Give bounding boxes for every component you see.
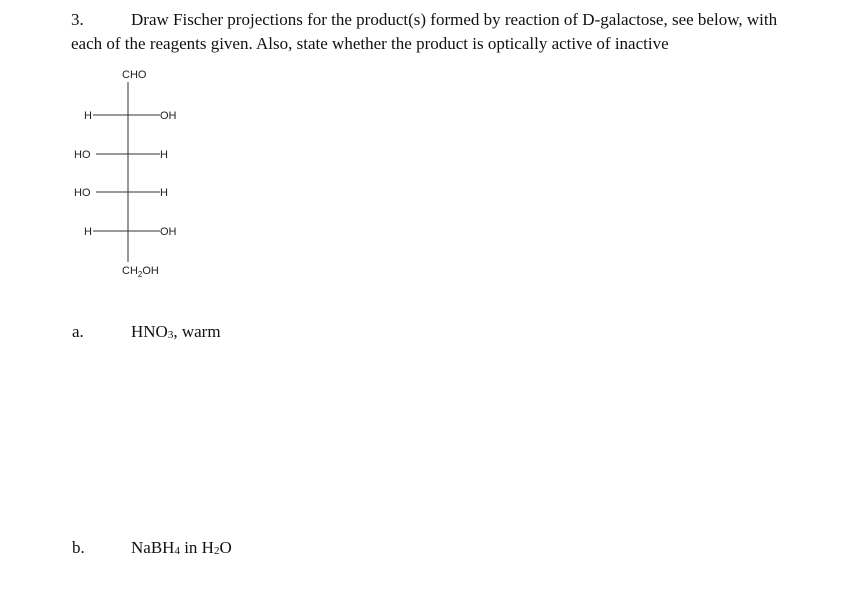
row-2-right: H (160, 149, 168, 161)
part-b-reagent: NaBH$_4$ in $H_2O$ (131, 538, 232, 557)
row-1-right: OH (160, 110, 177, 122)
part-b-letter: b. (72, 538, 85, 557)
question-text-line-2: each of the reagents given. Also, state whether the product is optically active of inactive (71, 34, 669, 53)
question-number: 3. (71, 10, 84, 29)
row-3-left: HO (74, 187, 91, 199)
row-3-right: H (160, 187, 168, 199)
row-4-left: H (84, 226, 92, 238)
bottom-group-label: $CH_2OH$ (122, 265, 159, 279)
row-1-left: H (84, 110, 92, 122)
row-4-right: OH (160, 226, 177, 238)
top-group-label: CHO (122, 69, 147, 81)
part-a-reagent: $HNO_3$, warm (131, 322, 221, 341)
question-text-line-1: Draw Fischer projections for the product(s) formed by reaction of D-galactose, see below, with (131, 10, 778, 29)
row-2-left: HO (74, 149, 91, 161)
part-a-letter: a. (72, 322, 84, 341)
